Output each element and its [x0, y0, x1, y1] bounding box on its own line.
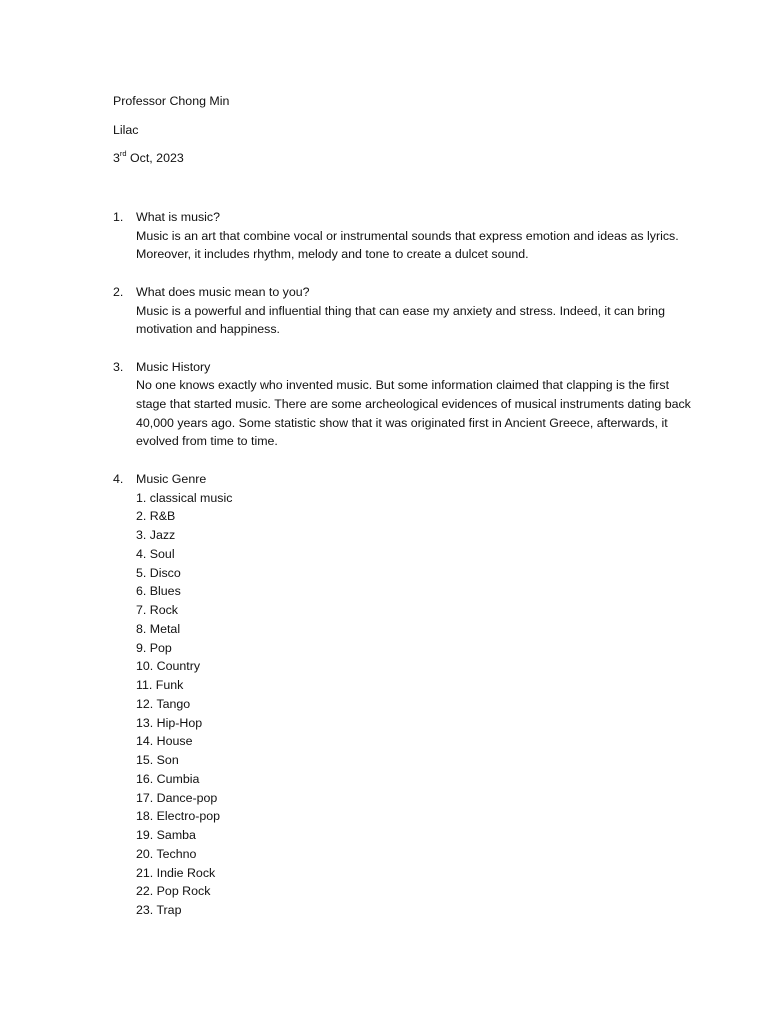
- genre-item: 11. Funk: [136, 678, 184, 692]
- document-header: [113, 92, 229, 168]
- genre-item: 15. Son: [136, 753, 179, 767]
- question-item: [113, 470, 693, 920]
- question-number: 2.: [113, 284, 124, 299]
- genre-item: 8. Metal: [136, 621, 181, 636]
- question-answer: Music is a powerful and influential thing that can ease my anxiety and stress. Indeed, it can bring motivation and happiness.: [136, 303, 665, 337]
- question-item: [113, 358, 693, 452]
- question-answer: Music is an art that combine vocal or instrumental sounds that express emotion and ideas as lyrics. Moreover, it includes rhythm, melody and tone to create a dulcet sound.: [136, 228, 679, 262]
- genre-item: 14. House: [136, 734, 193, 749]
- question-title: Music History: [136, 359, 211, 374]
- question-title: Music Genre: [136, 471, 207, 486]
- genre-list: [136, 489, 693, 920]
- question-item: [113, 283, 693, 339]
- genre-item: 16. Cumbia: [136, 771, 200, 786]
- genre-item: 4. Soul: [136, 546, 175, 561]
- genre-item: 17. Dance-pop: [136, 790, 218, 805]
- genre-item: 5. Disco: [136, 565, 181, 580]
- genre-item: 21. Indie Rock: [136, 865, 216, 880]
- question-title: What is music?: [136, 210, 220, 224]
- genre-item: 7. Rock: [136, 603, 179, 617]
- question-number: 3.: [113, 359, 124, 374]
- genre-item: 9. Pop: [136, 640, 172, 655]
- subject-line: Lilac: [113, 122, 139, 137]
- question-answer: No one knows exactly who invented music. But some information claimed that clapping is the first stage that started music. There are some archeological evidences of musical instruments dating back 40,000 years ago. Some statistic show that it was originated first in Ancient Greece, afterwards, it evolved from time to time.: [136, 378, 691, 449]
- question-item: [113, 208, 693, 264]
- genre-item: 20. Techno: [136, 846, 197, 861]
- date-line: [113, 149, 229, 168]
- question-title: What does music mean to you?: [136, 284, 310, 299]
- date-day: 3: [113, 151, 120, 166]
- genre-item: 3. Jazz: [136, 528, 176, 542]
- genre-item: 23. Trap: [136, 903, 182, 917]
- genre-item: 12. Tango: [136, 696, 191, 711]
- question-number: 1.: [113, 210, 124, 224]
- date-suffix: rd: [119, 149, 127, 159]
- genre-item: 13. Hip-Hop: [136, 715, 203, 730]
- genre-item: 10. Country: [136, 659, 201, 674]
- genre-item: 1. classical music: [136, 490, 233, 505]
- genre-item: 19. Samba: [136, 828, 196, 842]
- genre-item: 2. R&B: [136, 509, 176, 524]
- date-rest: Oct, 2023: [126, 151, 184, 166]
- question-number: 4.: [113, 471, 124, 486]
- genre-item: 6. Blues: [136, 584, 181, 599]
- genre-item: 18. Electro-pop: [136, 809, 221, 824]
- professor-name: Professor Chong Min: [113, 94, 230, 108]
- genre-item: 22. Pop Rock: [136, 884, 211, 899]
- question-list: [113, 208, 693, 938]
